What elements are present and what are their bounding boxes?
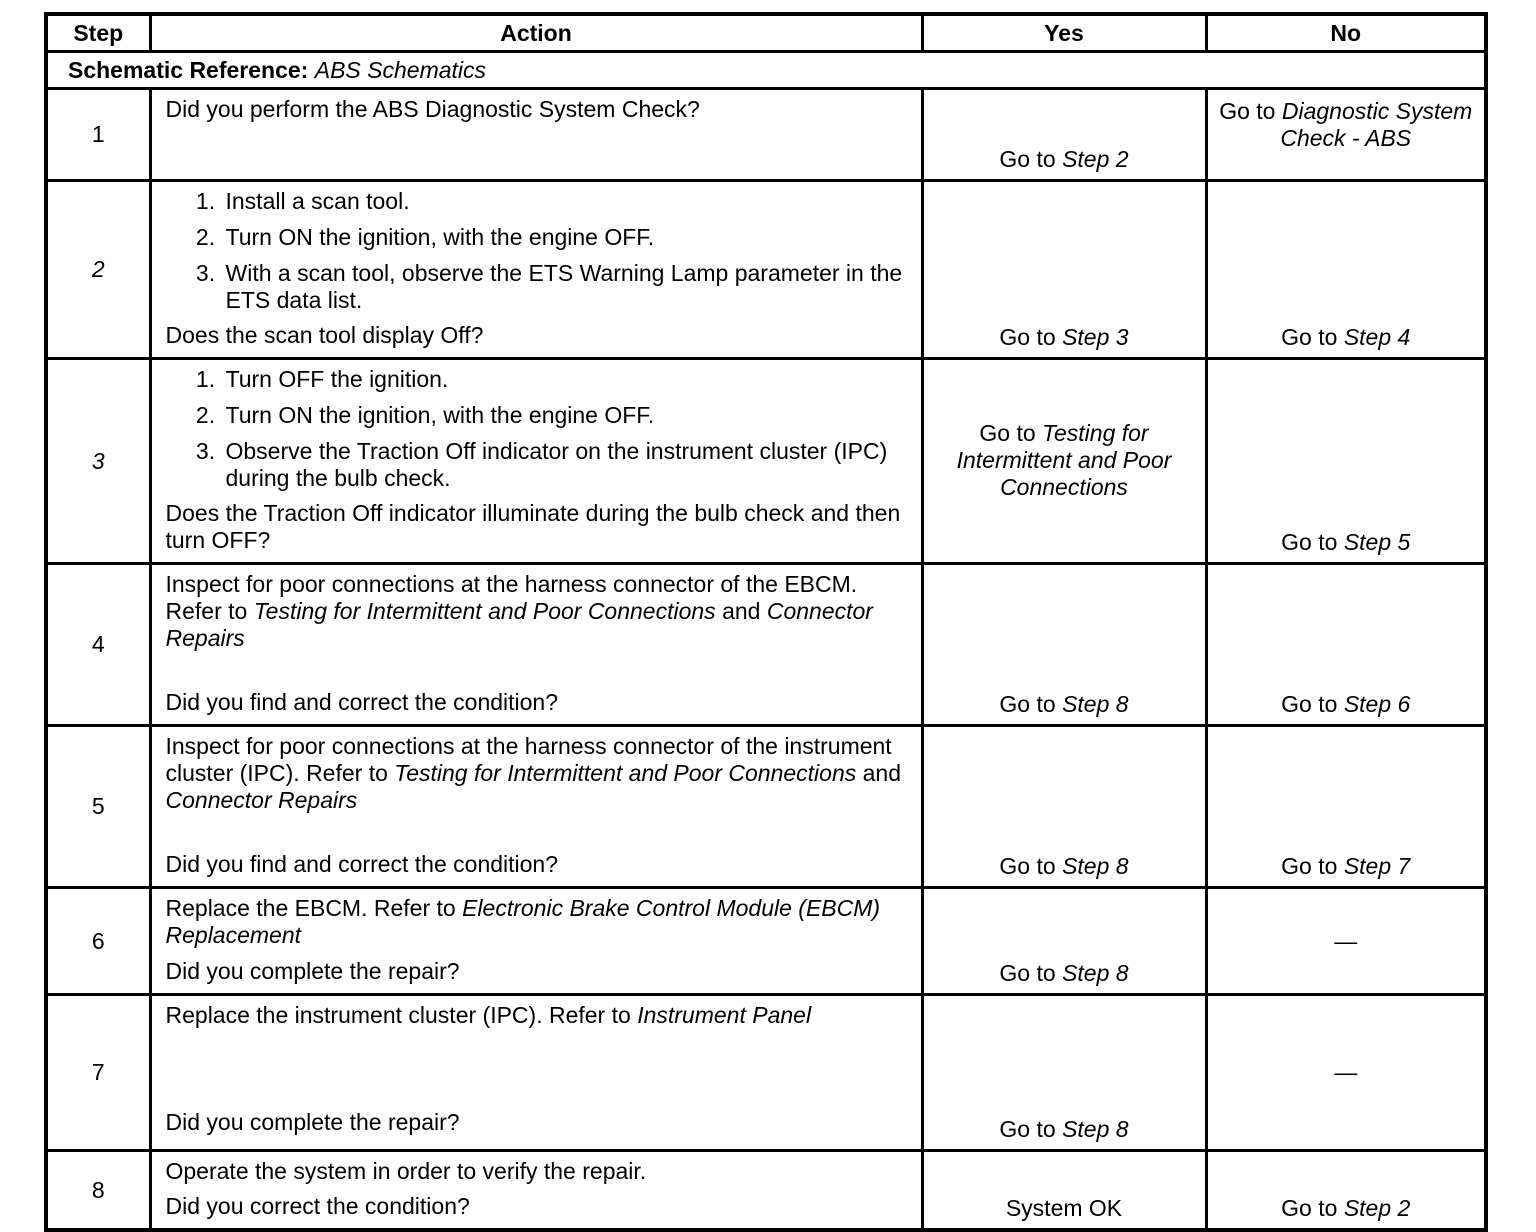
no-cell bbox=[1206, 1151, 1486, 1231]
header-no: No bbox=[1206, 14, 1486, 52]
yes-prefix: Go to bbox=[999, 1116, 1056, 1142]
action-step-item: 1. Turn OFF the ignition. bbox=[222, 366, 911, 393]
action-steps-list bbox=[166, 366, 911, 492]
action-cell bbox=[150, 995, 922, 1151]
action-text: Inspect for poor connections at the harness connector of the instrument cluster (IPC). Refer to bbox=[165, 733, 892, 786]
action-step-item: 2. Turn ON the ignition, with the engine OFF. bbox=[222, 402, 911, 429]
schematic-row bbox=[46, 52, 1486, 89]
action-step-item: 2. Turn ON the ignition, with the engine OFF. bbox=[222, 224, 911, 251]
action-link[interactable]: Electronic Brake Control Module (EBCM) Replacement bbox=[165, 895, 881, 948]
table-row bbox=[46, 181, 1486, 359]
step-number: 5 bbox=[46, 726, 150, 888]
action-cell bbox=[150, 726, 922, 888]
yes-cell bbox=[922, 888, 1206, 995]
yes-link[interactable]: Testing for Intermittent and Poor Connections bbox=[956, 419, 1172, 500]
no-link[interactable]: Step 2 bbox=[1343, 1195, 1411, 1221]
no-link[interactable]: Diagnostic System Check - ABS bbox=[1280, 98, 1473, 151]
no-link[interactable]: Step 4 bbox=[1343, 324, 1411, 350]
schematic-label: Schematic Reference: bbox=[68, 56, 309, 83]
header-row bbox=[46, 14, 1486, 52]
action-link[interactable]: Testing for Intermittent and Poor Connections bbox=[394, 760, 857, 786]
no-prefix: Go to bbox=[1281, 529, 1338, 555]
action-question: Does the scan tool display Off? bbox=[165, 322, 484, 348]
action-paragraph bbox=[166, 895, 911, 949]
action-paragraph bbox=[166, 571, 911, 652]
step-number: 2 bbox=[46, 181, 150, 359]
table-row bbox=[46, 726, 1486, 888]
action-cell bbox=[150, 1151, 922, 1231]
action-cell bbox=[150, 89, 922, 181]
action-link[interactable]: Connector Repairs bbox=[165, 598, 873, 651]
no-prefix: Go to bbox=[1281, 853, 1338, 879]
no-cell: — bbox=[1206, 888, 1486, 995]
no-link[interactable]: Step 5 bbox=[1343, 529, 1411, 555]
no-cell bbox=[1206, 359, 1486, 564]
schematic-link[interactable]: ABS Schematics bbox=[314, 56, 487, 83]
yes-link[interactable]: Step 8 bbox=[1062, 1116, 1129, 1142]
diagnostic-table bbox=[44, 12, 1488, 1232]
action-step-item: 1. Install a scan tool. bbox=[222, 188, 911, 215]
yes-cell bbox=[922, 564, 1206, 726]
action-question: Did you complete the repair? bbox=[165, 1109, 460, 1135]
table-row bbox=[46, 995, 1486, 1151]
action-text: Replace the EBCM. Refer to bbox=[165, 895, 456, 921]
yes-cell bbox=[922, 995, 1206, 1151]
yes-prefix: Go to bbox=[979, 419, 1036, 446]
no-cell bbox=[1206, 726, 1486, 888]
schematic-reference bbox=[46, 52, 1486, 89]
action-question: Did you complete the repair? bbox=[165, 958, 460, 984]
diagnostic-table-sheet bbox=[44, 12, 1484, 1232]
yes-prefix: Go to bbox=[999, 853, 1056, 879]
action-question: Did you find and correct the condition? bbox=[165, 851, 559, 877]
step-number: 8 bbox=[46, 1151, 150, 1231]
yes-cell bbox=[922, 181, 1206, 359]
yes-prefix: Go to bbox=[999, 960, 1056, 986]
no-prefix: Go to bbox=[1219, 98, 1276, 124]
no-cell bbox=[1206, 564, 1486, 726]
no-prefix: Go to bbox=[1281, 1195, 1338, 1221]
table-row bbox=[46, 564, 1486, 726]
yes-cell bbox=[922, 89, 1206, 181]
no-link[interactable]: Step 7 bbox=[1343, 853, 1411, 879]
yes-prefix: Go to bbox=[999, 691, 1056, 717]
action-text: Operate the system in order to verify the repair. bbox=[165, 1158, 647, 1184]
action-cell bbox=[150, 181, 922, 359]
no-cell: — bbox=[1206, 995, 1486, 1151]
yes-cell bbox=[922, 359, 1206, 564]
no-link[interactable]: Step 6 bbox=[1343, 691, 1411, 717]
step-number: 7 bbox=[46, 995, 150, 1151]
yes-link[interactable]: Step 8 bbox=[1062, 853, 1129, 879]
action-step-item: 3. With a scan tool, observe the ETS Warning Lamp parameter in the ETS data list. bbox=[222, 260, 911, 314]
no-cell bbox=[1206, 181, 1486, 359]
yes-link[interactable]: Step 3 bbox=[1062, 324, 1129, 350]
step-number: 6 bbox=[46, 888, 150, 995]
yes-link[interactable]: Step 8 bbox=[1062, 960, 1129, 986]
action-cell bbox=[150, 359, 922, 564]
table-row bbox=[46, 359, 1486, 564]
action-cell bbox=[150, 564, 922, 726]
action-paragraph bbox=[166, 1002, 911, 1029]
table-row bbox=[46, 89, 1486, 181]
yes-link[interactable]: Step 8 bbox=[1062, 691, 1129, 717]
action-text: Replace the instrument cluster (IPC). Refer to bbox=[165, 1002, 631, 1028]
header-action: Action bbox=[150, 14, 922, 52]
action-link[interactable]: Testing for Intermittent and Poor Connections bbox=[253, 598, 716, 624]
action-question: Does the Traction Off indicator illuminate during the bulb check and then turn OFF? bbox=[165, 500, 901, 553]
table-row bbox=[46, 888, 1486, 995]
step-number: 1 bbox=[46, 89, 150, 181]
yes-prefix: Go to bbox=[999, 324, 1056, 350]
no-cell bbox=[1206, 89, 1486, 181]
step-number: 3 bbox=[46, 359, 150, 564]
action-text: Inspect for poor connections at the harness connector of the EBCM. Refer to bbox=[165, 571, 858, 624]
no-prefix: Go to bbox=[1281, 324, 1338, 350]
yes-cell bbox=[922, 726, 1206, 888]
header-yes: Yes bbox=[922, 14, 1206, 52]
action-link[interactable]: Instrument Panel bbox=[637, 1002, 812, 1028]
action-join: and bbox=[722, 598, 761, 624]
action-join: and bbox=[862, 760, 902, 786]
action-link[interactable]: Connector Repairs bbox=[165, 787, 358, 813]
action-text: Did you perform the ABS Diagnostic System Check? bbox=[165, 96, 700, 122]
yes-link[interactable]: Step 2 bbox=[1062, 146, 1129, 172]
table-row bbox=[46, 1151, 1486, 1231]
action-question: Did you find and correct the condition? bbox=[165, 689, 559, 715]
action-steps-list bbox=[166, 188, 911, 314]
yes-cell: System OK bbox=[922, 1151, 1206, 1231]
action-question: Did you correct the condition? bbox=[165, 1193, 470, 1219]
action-step-item: 3. Observe the Traction Off indicator on the instrument cluster (IPC) during the bulb check. bbox=[222, 438, 911, 492]
yes-prefix: Go to bbox=[999, 146, 1056, 172]
action-cell bbox=[150, 888, 922, 995]
action-paragraph bbox=[166, 733, 911, 814]
no-prefix: Go to bbox=[1281, 691, 1338, 717]
step-number: 4 bbox=[46, 564, 150, 726]
header-step: Step bbox=[46, 14, 150, 52]
